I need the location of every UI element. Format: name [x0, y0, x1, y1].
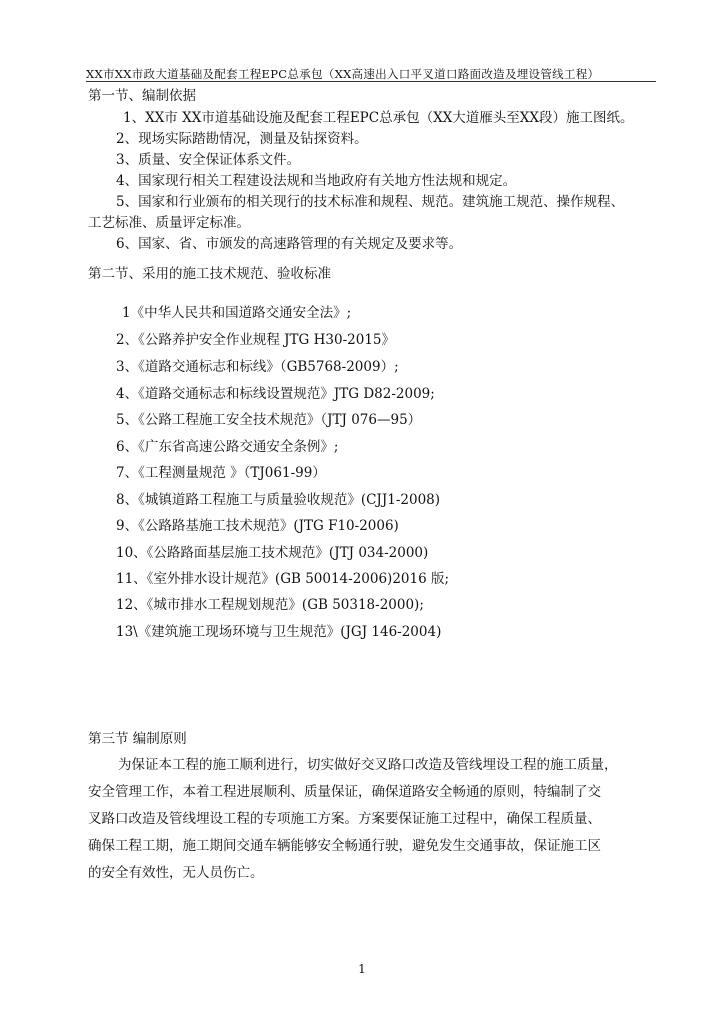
standard-item: 13\《建筑施工现场环境与卫生规范》(JGJ 146-2004)	[116, 624, 442, 640]
section-3-paragraph-line: 的安全有效性，无人员伤亡。	[88, 865, 264, 881]
section-1-item: 2、现场实际踏勘情况，测量及钻探资料。	[116, 131, 368, 147]
standard-item: 1《中华人民共和国道路交通安全法》;	[122, 305, 352, 321]
section-1-title: 第一节、编制依据	[88, 88, 196, 104]
standard-item: 3、《道路交通标志和标线》（GB5768-2009）;	[116, 359, 399, 375]
standard-item: 11、《室外排水设计规范》(GB 50014-2006)2016 版;	[116, 571, 450, 587]
section-2-title: 第二节、采用的施工技术规范、验收标准	[88, 266, 331, 282]
standard-item: 9、《公路路基施工技术规范》(JTG F10-2006)	[116, 518, 399, 534]
standard-item: 12、《城市排水工程规划规范》(GB 50318-2000);	[116, 597, 424, 613]
page-number: 1	[358, 962, 366, 976]
standard-item: 5、《公路工程施工安全技术规范》（JTJ 076—95）	[116, 412, 422, 428]
section-3-paragraph-line: 安全管理工作，本着工程进展顺利、质量保证，确保道路安全畅通的原则，特编制了交	[88, 784, 601, 800]
section-1-item: 3、质量、安全保证体系文件。	[116, 152, 301, 168]
section-3-paragraph-line: 为保证本工程的施工顺利进行，切实做好交叉路口改造及管线埋设工程的施工质量，	[118, 757, 618, 773]
section-1-item: 工艺标准、质量评定标准。	[88, 215, 250, 231]
section-1-item: 6、国家、省、市颁发的高速路管理的有关规定及要求等。	[116, 236, 463, 252]
standard-item: 8、《城镇道路工程施工与质量验收规范》(CJJ1-2008)	[116, 492, 441, 508]
section-1-item: 5、国家和行业颁布的相关现行的技术标准和规程、规范。建筑施工规范、操作规程、	[116, 194, 625, 210]
standard-item: 6、《广东省高速公路交通安全条例》;	[116, 439, 339, 455]
section-3-title: 第三节 编制原则	[88, 731, 187, 747]
section-3-paragraph-line: 叉路口改造及管线埋设工程的专项施工方案。方案要保证施工过程中，确保工程质量、	[88, 811, 601, 827]
standard-item: 2、《公路养护安全作业规程 JTG H30-2015》	[116, 332, 395, 348]
section-3-paragraph-line: 确保工程工期，施工期间交通车辆能够安全畅通行驶，避免发生交通事故，保证施工区	[88, 838, 601, 854]
standard-item: 10、《公路路面基层施工技术规范》(JTJ 034-2000)	[116, 545, 429, 561]
standard-item: 7、《工程测量规范 》（TJ061-99）	[116, 465, 326, 481]
standard-item: 4、《道路交通标志和标线设置规范》JTG D82-2009;	[116, 386, 435, 402]
header-divider	[86, 81, 656, 82]
section-1-item: 4、国家现行相关工程建设法规和当地政府有关地方性法规和规定。	[116, 173, 517, 189]
section-1-item: 1、XX市 XX市道基础设施及配套工程EPC总承包（XX大道雁头至XX段）施工图纸。	[123, 110, 634, 126]
document-header: XX市XX市政大道基础及配套工程EPC总承包（XX高速出入口平叉道口路面改造及埋设管线工程）	[86, 67, 600, 81]
